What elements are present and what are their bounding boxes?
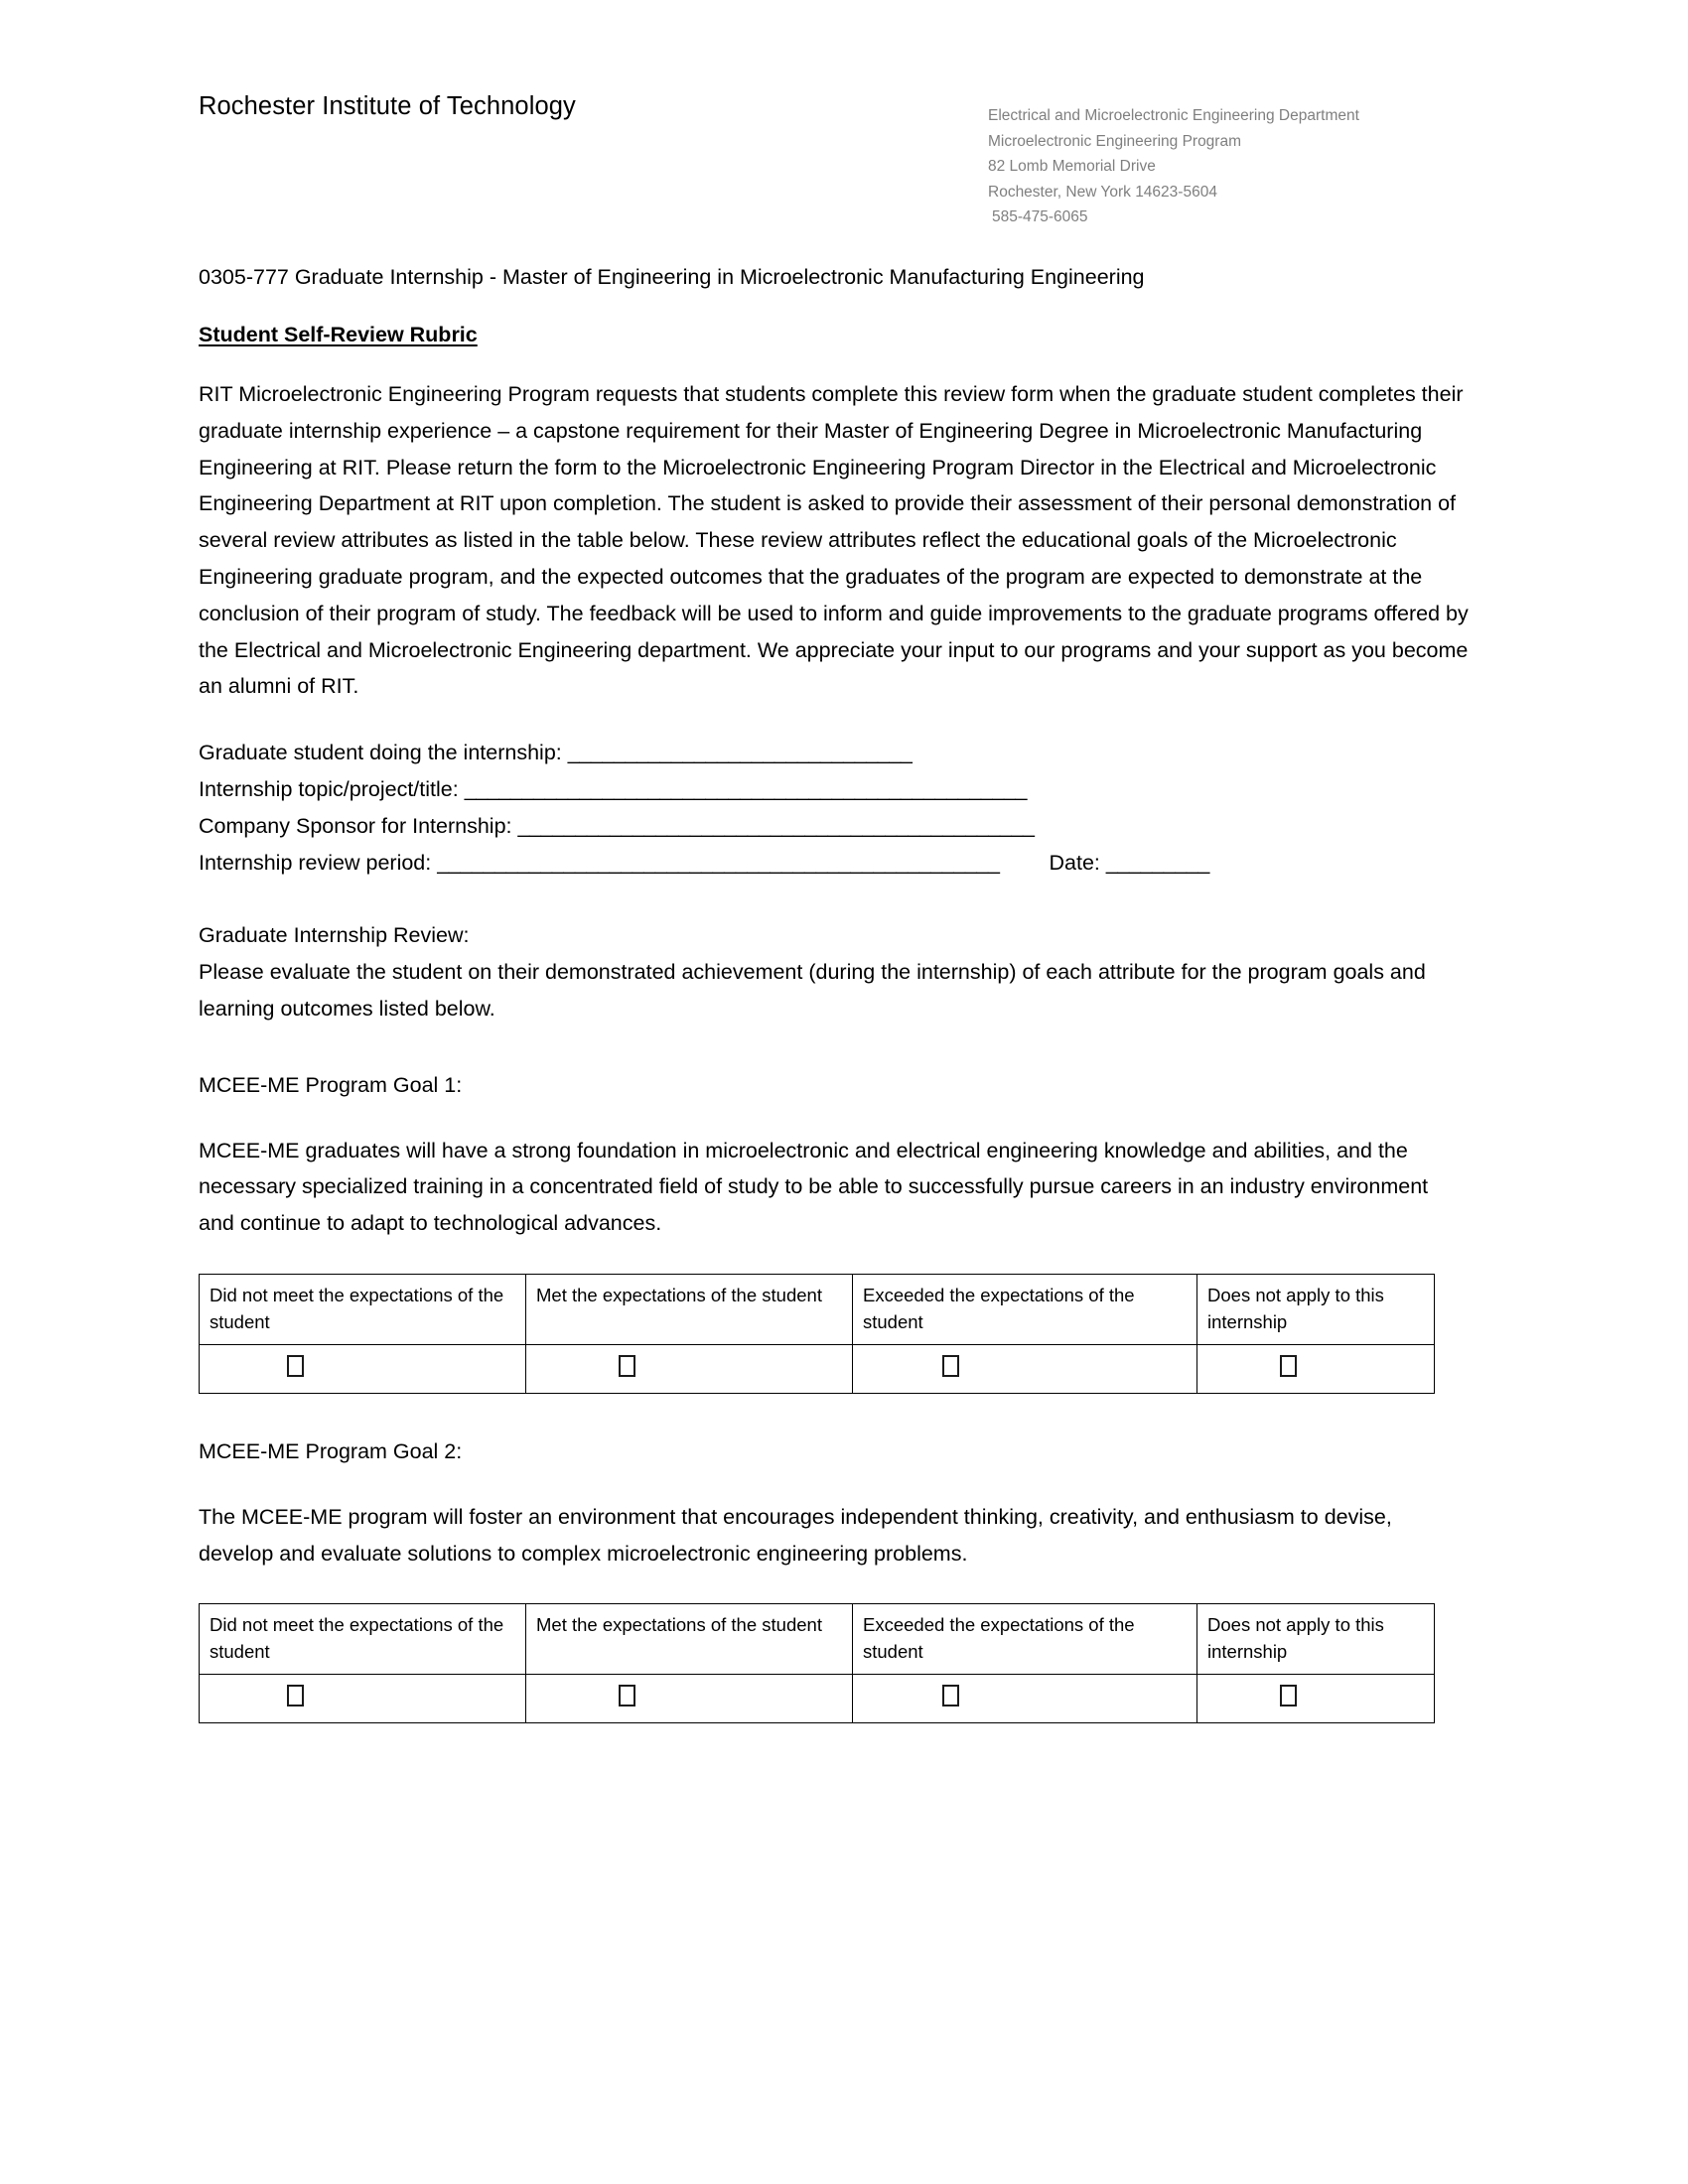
address-line-program: Microelectronic Engineering Program xyxy=(988,132,1242,150)
checkbox-met[interactable] xyxy=(619,1355,635,1377)
student-name-label: Graduate student doing the internship: xyxy=(199,741,562,765)
rubric-cell-not-applicable[interactable] xyxy=(1197,1675,1435,1723)
rubric-header-text: Does not apply to this internship xyxy=(1207,1284,1384,1332)
document-header xyxy=(199,91,1479,240)
checkbox-met[interactable] xyxy=(619,1685,635,1706)
rubric-header-text: Met the expectations of the student xyxy=(536,1284,822,1305)
rubric-header-text: Did not meet the expectations of the student xyxy=(210,1284,504,1332)
rubric-cell-did-not-meet[interactable] xyxy=(200,1675,526,1723)
department-address-block xyxy=(988,103,1359,230)
page-title: Student Self-Review Rubric xyxy=(199,323,478,346)
rubric-header-not-applicable xyxy=(1197,1604,1435,1675)
rubric-header-not-applicable xyxy=(1197,1274,1435,1344)
address-line-department: Electrical and Microelectronic Engineering Department xyxy=(988,107,1359,124)
goal-2-body: The MCEE-ME program will foster an environment that encourages independent thinking, creativity, and enthusiasm to devise, develop and evaluate solutions to complex microelectronic engineering problems. xyxy=(199,1504,1392,1566)
field-row-internship-topic xyxy=(199,771,1479,808)
table-row-headers xyxy=(200,1604,1435,1675)
field-row-company-sponsor xyxy=(199,808,1479,845)
rubric-cell-not-applicable[interactable] xyxy=(1197,1344,1435,1393)
field-row-student-name xyxy=(199,735,1479,771)
rubric-table-goal-2 xyxy=(199,1603,1435,1723)
internship-topic-input[interactable]: _________________________________________________ xyxy=(464,776,1028,801)
rubric-header-did-not-meet xyxy=(200,1274,526,1344)
address-line-phone: 585-475-6065 xyxy=(992,208,1088,225)
table-row-checkboxes xyxy=(200,1675,1435,1723)
field-row-review-period xyxy=(199,845,1479,882)
date-label: Date: xyxy=(1049,850,1100,875)
goal-2-label: MCEE-ME Program Goal 2: xyxy=(199,1438,463,1463)
page-content xyxy=(199,91,1479,1723)
review-period-label: Internship review period: xyxy=(199,850,432,875)
table-row-headers xyxy=(200,1274,1435,1344)
course-title: 0305-777 Graduate Internship - Master of Engineering in Microelectronic Manufacturing Engineering xyxy=(199,265,1145,289)
review-period-input[interactable]: _________________________________________________ xyxy=(437,850,1000,875)
rubric-header-met xyxy=(526,1604,853,1675)
rubric-header-text: Met the expectations of the student xyxy=(536,1614,822,1636)
rubric-header-text: Exceeded the expectations of the student xyxy=(863,1284,1135,1332)
goal-1-body: MCEE-ME graduates will have a strong foundation in microelectronic and electrical engineering knowledge and abilities, and the necessary specialized training in a concentrated field of study to be able to successfully pursue careers in an industry environment and continue to adapt to technological advances. xyxy=(199,1138,1429,1236)
form-fields xyxy=(199,735,1479,881)
rubric-header-text: Exceeded the expectations of the student xyxy=(863,1614,1135,1663)
rubric-header-met xyxy=(526,1274,853,1344)
checkbox-did-not-meet[interactable] xyxy=(287,1685,304,1706)
rubric-table-goal-1 xyxy=(199,1274,1435,1394)
rubric-cell-met[interactable] xyxy=(526,1344,853,1393)
rubric-cell-did-not-meet[interactable] xyxy=(200,1344,526,1393)
student-name-input[interactable]: ______________________________ xyxy=(567,741,913,765)
rubric-header-text: Did not meet the expectations of the student xyxy=(210,1614,504,1663)
checkbox-exceeded[interactable] xyxy=(942,1355,959,1377)
intro-paragraph: RIT Microelectronic Engineering Program requests that students complete this review form when the graduate student completes their graduate internship experience – a capstone requirement for their Master of Engineering Degree in Microelectronic Manufacturing Engineering at RIT. Please return the form to the Microelectronic Engineering Program Director in the Electrical and Microelectronic Engineering Department at RIT upon completion. The student is asked to provide their assessment of their personal demonstration of several review attributes as listed in the table below. These review attributes reflect the educational goals of the Microelectronic Engineering graduate program, and the expected outcomes that the graduates of the program are expected to demonstrate at the conclusion of their program of study. The feedback will be used to inform and guide improvements to the graduate programs offered by the Electrical and Microelectronic Engineering department. We appreciate your input to our programs and your support as you become an alumni of RIT. xyxy=(199,382,1469,699)
checkbox-not-applicable[interactable] xyxy=(1280,1355,1297,1377)
address-line-city-state-zip: Rochester, New York 14623-5604 xyxy=(988,183,1217,201)
rubric-header-exceeded xyxy=(853,1604,1197,1675)
checkbox-did-not-meet[interactable] xyxy=(287,1355,304,1377)
date-input[interactable]: _________ xyxy=(1105,850,1209,875)
company-sponsor-input[interactable]: _____________________________________________ xyxy=(517,813,1035,838)
rubric-header-did-not-meet xyxy=(200,1604,526,1675)
rubric-cell-exceeded[interactable] xyxy=(853,1675,1197,1723)
address-line-street: 82 Lomb Memorial Drive xyxy=(988,158,1156,175)
review-section-heading: Graduate Internship Review: xyxy=(199,923,470,948)
internship-topic-label: Internship topic/project/title: xyxy=(199,776,459,801)
rubric-header-text: Does not apply to this internship xyxy=(1207,1614,1384,1663)
spacer xyxy=(199,881,1479,917)
table-row-checkboxes xyxy=(200,1344,1435,1393)
review-instruction: Please evaluate the student on their demonstrated achievement (during the internship) of each attribute for the program goals and learning outcomes listed below. xyxy=(199,960,1426,1021)
rubric-cell-exceeded[interactable] xyxy=(853,1344,1197,1393)
checkbox-exceeded[interactable] xyxy=(942,1685,959,1706)
rubric-header-exceeded xyxy=(853,1274,1197,1344)
checkbox-not-applicable[interactable] xyxy=(1280,1685,1297,1706)
organization-name: Rochester Institute of Technology xyxy=(199,92,576,120)
rubric-cell-met[interactable] xyxy=(526,1675,853,1723)
company-sponsor-label: Company Sponsor for Internship: xyxy=(199,813,512,838)
goal-1-label: MCEE-ME Program Goal 1: xyxy=(199,1072,463,1097)
